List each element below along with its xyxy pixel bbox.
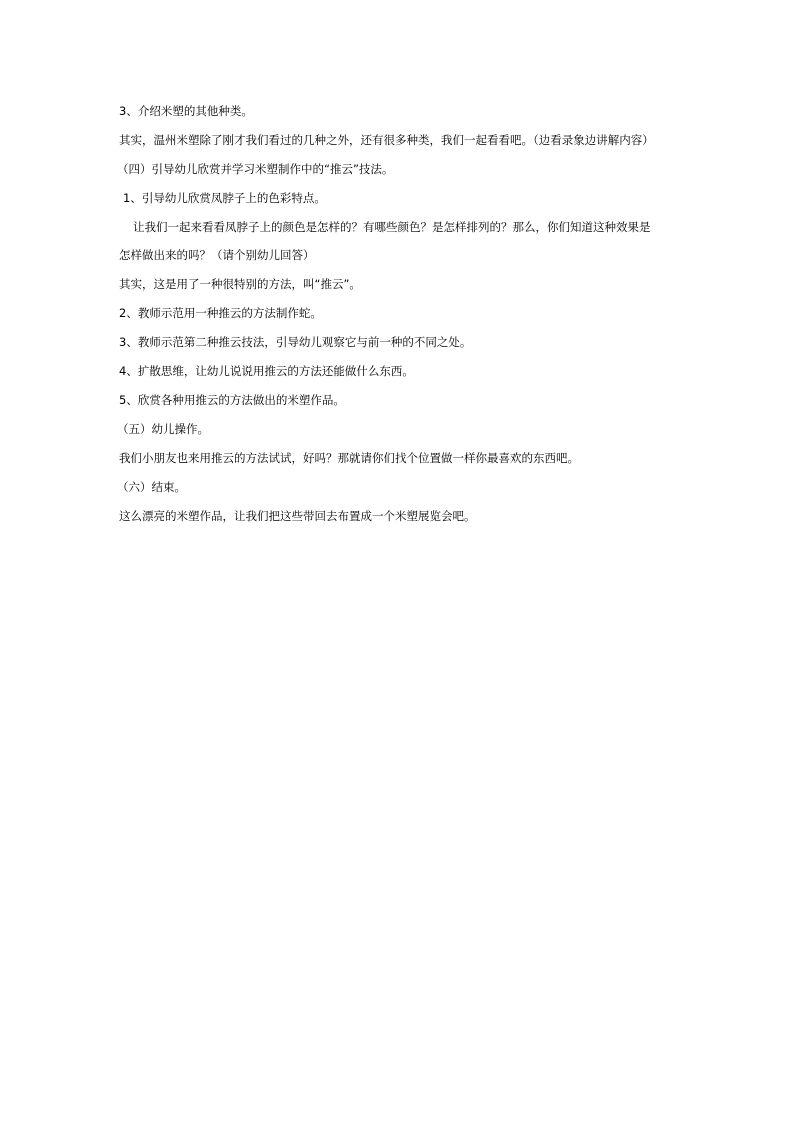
paragraph-3-intro-types: 3、介绍米塑的其他种类。 xyxy=(119,104,253,118)
paragraph-step-5: 5、欣赏各种用推云的方法做出的米塑作品。 xyxy=(119,393,345,407)
paragraph-question-line-2: 怎样做出来的吗？（请个别幼儿回答） xyxy=(119,248,315,262)
paragraph-other-types: 其实，温州米塑除了刚才我们看过的几种之外，还有很多种类，我们一起看看吧。（边看录象边讲解内容） xyxy=(119,133,654,147)
section-heading-6: （六）结束。 xyxy=(117,480,186,494)
paragraph-step-2: 2、教师示范用一种推云的方法制作蛇。 xyxy=(119,306,322,320)
paragraph-conclusion: 这么漂亮的米塑作品，让我们把这些带回去布置成一个米塑展览会吧。 xyxy=(119,509,476,523)
paragraph-step-3: 3、教师示范第二种推云技法，引导幼儿观察它与前一种的不同之处。 xyxy=(119,335,472,349)
paragraph-question-line-1: 让我们一起来看看凤脖子上的颜色是怎样的？有哪些颜色？是怎样排列的？那么，你们知道这种效果是 xyxy=(133,220,651,234)
paragraph-tuiyun-method: 其实，这是用了一种很特别的方法，叫“推云”。 xyxy=(119,277,361,291)
paragraph-step-1: 1、引导幼儿欣赏凤脖子上的色彩特点。 xyxy=(123,191,326,205)
paragraph-step-4: 4、扩散思维，让幼儿说说用推云的方法还能做什么东西。 xyxy=(119,364,414,378)
section-heading-4: （四）引导幼儿欣赏并学习米塑制作中的“推云”技法。 xyxy=(117,162,394,176)
section-heading-5: （五）幼儿操作。 xyxy=(117,422,209,436)
paragraph-children-operate: 我们小朋友也来用推云的方法试试，好吗？那就请你们找个位置做一样你最喜欢的东西吧。 xyxy=(119,451,579,465)
